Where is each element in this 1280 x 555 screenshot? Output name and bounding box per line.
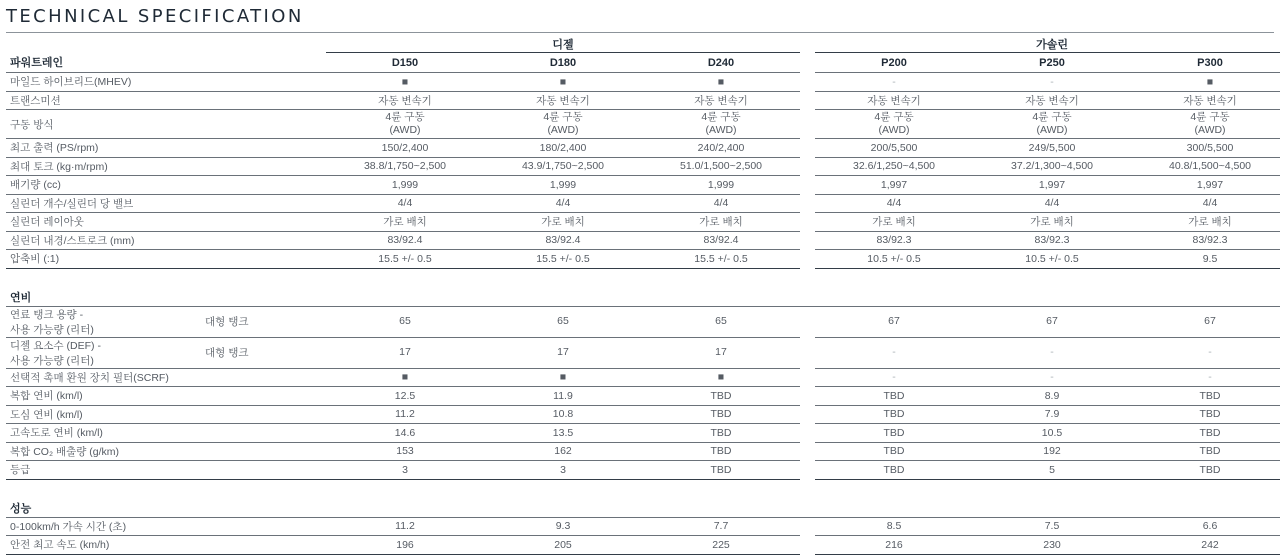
column-gap [800, 424, 815, 443]
row-sub-label [201, 213, 326, 232]
value-cell: TBD [642, 387, 800, 406]
value-cell: 4륜 구동 (AWD) [1131, 110, 1280, 139]
value-cell: - [815, 337, 973, 368]
value-cell: 4/4 [1131, 194, 1280, 213]
model-d150: D150 [326, 53, 484, 73]
value-cell: - [1131, 368, 1280, 387]
row-sub-label [201, 91, 326, 110]
spec-table [6, 36, 1280, 555]
column-gap [800, 53, 815, 73]
row-sub-label [201, 387, 326, 406]
value-cell: 83/92.4 [642, 231, 800, 250]
value-cell: 216 [815, 536, 973, 555]
value-cell: 200/5,500 [815, 139, 973, 158]
value-cell: 242 [1131, 536, 1280, 555]
value-cell: 7.9 [973, 405, 1131, 424]
value-cell: 43.9/1,750~2,500 [484, 157, 642, 176]
value-cell: 83/92.3 [815, 231, 973, 250]
value-cell: 65 [642, 306, 800, 337]
value-cell: 192 [973, 442, 1131, 461]
value-cell: ■ [484, 368, 642, 387]
row-label: 최대 토크 (kg·m/rpm) [6, 157, 201, 176]
column-gap [800, 213, 815, 232]
spec-row [6, 91, 1280, 110]
value-cell: - [815, 368, 973, 387]
value-cell: ■ [1131, 73, 1280, 92]
column-gap [800, 536, 815, 555]
value-cell: 225 [642, 536, 800, 555]
model-d180: D180 [484, 53, 642, 73]
value-cell: 1,999 [642, 176, 800, 195]
row-sub-label [201, 157, 326, 176]
column-gap [800, 231, 815, 250]
value-cell: 67 [815, 306, 973, 337]
value-cell: 가로 배치 [815, 213, 973, 232]
value-cell: 10.8 [484, 405, 642, 424]
value-cell: 1,997 [1131, 176, 1280, 195]
value-cell: 15.5 +/- 0.5 [642, 250, 800, 269]
row-sub-label [201, 73, 326, 92]
row-label: 안전 최고 속도 (km/h) [6, 536, 201, 555]
value-cell: 3 [484, 461, 642, 480]
spacer-cell [6, 268, 1280, 289]
value-cell: 11.2 [326, 517, 484, 536]
model-p200: P200 [815, 53, 973, 73]
page-title: TECHNICAL SPECIFICATION [6, 6, 304, 27]
spec-row [6, 536, 1280, 555]
model-header-row [6, 53, 1280, 73]
value-cell: 자동 변속기 [973, 91, 1131, 110]
value-cell: 51.0/1,500~2,500 [642, 157, 800, 176]
value-cell: TBD [642, 405, 800, 424]
row-sub-label [201, 176, 326, 195]
value-cell: 38.8/1,750~2,500 [326, 157, 484, 176]
spec-row [6, 442, 1280, 461]
value-cell: 가로 배치 [326, 213, 484, 232]
column-gap [800, 91, 815, 110]
value-cell: 6.6 [1131, 517, 1280, 536]
value-cell: 11.2 [326, 405, 484, 424]
value-cell: 4륜 구동 (AWD) [326, 110, 484, 139]
value-cell: - [1131, 337, 1280, 368]
value-cell: TBD [1131, 387, 1280, 406]
section-header-fill [201, 289, 1280, 307]
row-label: 실린더 개수/실린더 당 밸브 [6, 194, 201, 213]
value-cell: 300/5,500 [1131, 139, 1280, 158]
value-cell: 7.7 [642, 517, 800, 536]
value-cell: 4륜 구동 (AWD) [642, 110, 800, 139]
spec-row [6, 139, 1280, 158]
value-cell: ■ [326, 368, 484, 387]
value-cell: 4/4 [484, 194, 642, 213]
value-cell: 자동 변속기 [484, 91, 642, 110]
model-p300: P300 [1131, 53, 1280, 73]
column-gap [800, 194, 815, 213]
section-spacer [6, 479, 1280, 500]
spec-row [6, 157, 1280, 176]
value-cell: ■ [484, 73, 642, 92]
value-cell: 1,997 [973, 176, 1131, 195]
value-cell: 67 [973, 306, 1131, 337]
spec-row [6, 368, 1280, 387]
value-cell: TBD [815, 405, 973, 424]
row-sub-label [201, 405, 326, 424]
column-gap [800, 176, 815, 195]
spec-row [6, 194, 1280, 213]
value-cell: 10.5 +/- 0.5 [815, 250, 973, 269]
section-header-row [6, 500, 1280, 518]
value-cell: 자동 변속기 [1131, 91, 1280, 110]
value-cell: 15.5 +/- 0.5 [484, 250, 642, 269]
section-title-powertrain: 파워트레인 [6, 53, 201, 73]
value-cell: 17 [642, 337, 800, 368]
value-cell: 3 [326, 461, 484, 480]
value-cell: 1,997 [815, 176, 973, 195]
row-sub-label [201, 424, 326, 443]
column-gap [800, 442, 815, 461]
value-cell: TBD [1131, 424, 1280, 443]
row-label: 고속도로 연비 (km/l) [6, 424, 201, 443]
column-gap [800, 405, 815, 424]
row-sub-label [201, 517, 326, 536]
model-p250: P250 [973, 53, 1131, 73]
row-sub-label [201, 461, 326, 480]
value-cell: ■ [326, 73, 484, 92]
row-sub-label [201, 536, 326, 555]
row-label: 트랜스미션 [6, 91, 201, 110]
value-cell: 83/92.4 [326, 231, 484, 250]
value-cell: 153 [326, 442, 484, 461]
column-gap [800, 337, 815, 368]
value-cell: 12.5 [326, 387, 484, 406]
value-cell: 자동 변속기 [642, 91, 800, 110]
spec-row [6, 306, 1280, 337]
spec-row [6, 387, 1280, 406]
value-cell: TBD [642, 442, 800, 461]
value-cell: 205 [484, 536, 642, 555]
value-cell: 1,999 [484, 176, 642, 195]
value-cell: 13.5 [484, 424, 642, 443]
section-title-fuel: 연비 [6, 289, 201, 307]
value-cell: 180/2,400 [484, 139, 642, 158]
row-label: 연료 탱크 용량 - 사용 가능량 (리터) [6, 306, 201, 337]
row-sub-label [201, 442, 326, 461]
spec-row [6, 176, 1280, 195]
value-cell: 32.6/1,250~4,500 [815, 157, 973, 176]
spacer-cell [6, 479, 1280, 500]
value-cell: TBD [642, 461, 800, 480]
row-label: 실린더 레이아웃 [6, 213, 201, 232]
value-cell: ■ [642, 368, 800, 387]
column-gap [800, 368, 815, 387]
value-cell: 40.8/1,500~4,500 [1131, 157, 1280, 176]
section-spacer [6, 268, 1280, 289]
value-cell: 83/92.4 [484, 231, 642, 250]
title-divider [6, 32, 1274, 33]
model-d240: D240 [642, 53, 800, 73]
value-cell: 8.5 [815, 517, 973, 536]
row-sub-label [201, 368, 326, 387]
row-label: 0-100km/h 가속 시간 (초) [6, 517, 201, 536]
spec-row [6, 461, 1280, 480]
value-cell: 4륜 구동 (AWD) [484, 110, 642, 139]
value-cell: 9.3 [484, 517, 642, 536]
spec-row [6, 405, 1280, 424]
value-cell: 자동 변속기 [815, 91, 973, 110]
section-header-fill [201, 500, 1280, 518]
value-cell: 83/92.3 [973, 231, 1131, 250]
value-cell: 37.2/1,300~4,500 [973, 157, 1131, 176]
value-cell: 17 [484, 337, 642, 368]
row-label: 최고 출력 (PS/rpm) [6, 139, 201, 158]
value-cell: 가로 배치 [973, 213, 1131, 232]
spec-row [6, 424, 1280, 443]
row-label: 선택적 촉매 환원 장치 필터(SCRF) [6, 368, 201, 387]
row-sub-label [201, 194, 326, 213]
row-sub-label [201, 231, 326, 250]
column-gap [800, 250, 815, 269]
value-cell: 가로 배치 [484, 213, 642, 232]
column-gap [800, 517, 815, 536]
label-sub [201, 53, 326, 73]
value-cell: 4/4 [815, 194, 973, 213]
column-gap [800, 110, 815, 139]
row-label: 도심 연비 (km/l) [6, 405, 201, 424]
value-cell: - [815, 73, 973, 92]
row-label: 배기량 (cc) [6, 176, 201, 195]
column-gap [800, 461, 815, 480]
value-cell: TBD [642, 424, 800, 443]
value-cell: 자동 변속기 [326, 91, 484, 110]
spec-row [6, 337, 1280, 368]
row-sub-label: 대형 탱크 [201, 337, 326, 368]
column-gap [800, 73, 815, 92]
spec-row [6, 213, 1280, 232]
value-cell: 10.5 +/- 0.5 [973, 250, 1131, 269]
row-label: 디젤 요소수 (DEF) - 사용 가능량 (리터) [6, 337, 201, 368]
spec-row [6, 231, 1280, 250]
value-cell: 4/4 [973, 194, 1131, 213]
group-gasoline: 가솔린 [815, 36, 1280, 53]
value-cell: 83/92.3 [1131, 231, 1280, 250]
row-sub-label [201, 110, 326, 139]
column-gap [800, 139, 815, 158]
column-gap [800, 387, 815, 406]
value-cell: TBD [1131, 461, 1280, 480]
row-label: 압축비 (:1) [6, 250, 201, 269]
value-cell: 17 [326, 337, 484, 368]
value-cell: 15.5 +/- 0.5 [326, 250, 484, 269]
row-sub-label [201, 139, 326, 158]
group-diesel: 디젤 [326, 36, 800, 53]
value-cell: - [973, 368, 1131, 387]
group-header-row [6, 36, 1280, 53]
value-cell: 65 [326, 306, 484, 337]
row-sub-label [201, 250, 326, 269]
value-cell: TBD [1131, 405, 1280, 424]
value-cell: - [973, 337, 1131, 368]
value-cell: 14.6 [326, 424, 484, 443]
column-gap [800, 306, 815, 337]
value-cell: 67 [1131, 306, 1280, 337]
value-cell: 9.5 [1131, 250, 1280, 269]
value-cell: 10.5 [973, 424, 1131, 443]
value-cell: TBD [815, 461, 973, 480]
row-label: 복합 CO₂ 배출량 (g/km) [6, 442, 201, 461]
value-cell: 230 [973, 536, 1131, 555]
value-cell: TBD [815, 424, 973, 443]
value-cell: TBD [1131, 442, 1280, 461]
value-cell: 4/4 [326, 194, 484, 213]
value-cell: TBD [815, 387, 973, 406]
value-cell: 가로 배치 [642, 213, 800, 232]
section-title-performance: 성능 [6, 500, 201, 518]
value-cell: 4륜 구동 (AWD) [973, 110, 1131, 139]
row-label: 구동 방식 [6, 110, 201, 139]
value-cell: 8.9 [973, 387, 1131, 406]
value-cell: 249/5,500 [973, 139, 1131, 158]
value-cell: 4륜 구동 (AWD) [815, 110, 973, 139]
row-label: 복합 연비 (km/l) [6, 387, 201, 406]
value-cell: 1,999 [326, 176, 484, 195]
row-label: 등급 [6, 461, 201, 480]
value-cell: 4/4 [642, 194, 800, 213]
row-label: 실린더 내경/스트로크 (mm) [6, 231, 201, 250]
column-gap [800, 157, 815, 176]
spec-row [6, 517, 1280, 536]
value-cell: TBD [815, 442, 973, 461]
section-header-row [6, 289, 1280, 307]
spec-row [6, 73, 1280, 92]
value-cell: 가로 배치 [1131, 213, 1280, 232]
value-cell: - [973, 73, 1131, 92]
value-cell: 150/2,400 [326, 139, 484, 158]
value-cell: 5 [973, 461, 1131, 480]
value-cell: 65 [484, 306, 642, 337]
row-label: 마일드 하이브리드(MHEV) [6, 73, 201, 92]
row-sub-label: 대형 탱크 [201, 306, 326, 337]
spec-row [6, 110, 1280, 139]
value-cell: 162 [484, 442, 642, 461]
value-cell: 196 [326, 536, 484, 555]
value-cell: 7.5 [973, 517, 1131, 536]
value-cell: 11.9 [484, 387, 642, 406]
value-cell: 240/2,400 [642, 139, 800, 158]
spec-row [6, 250, 1280, 269]
value-cell: ■ [642, 73, 800, 92]
